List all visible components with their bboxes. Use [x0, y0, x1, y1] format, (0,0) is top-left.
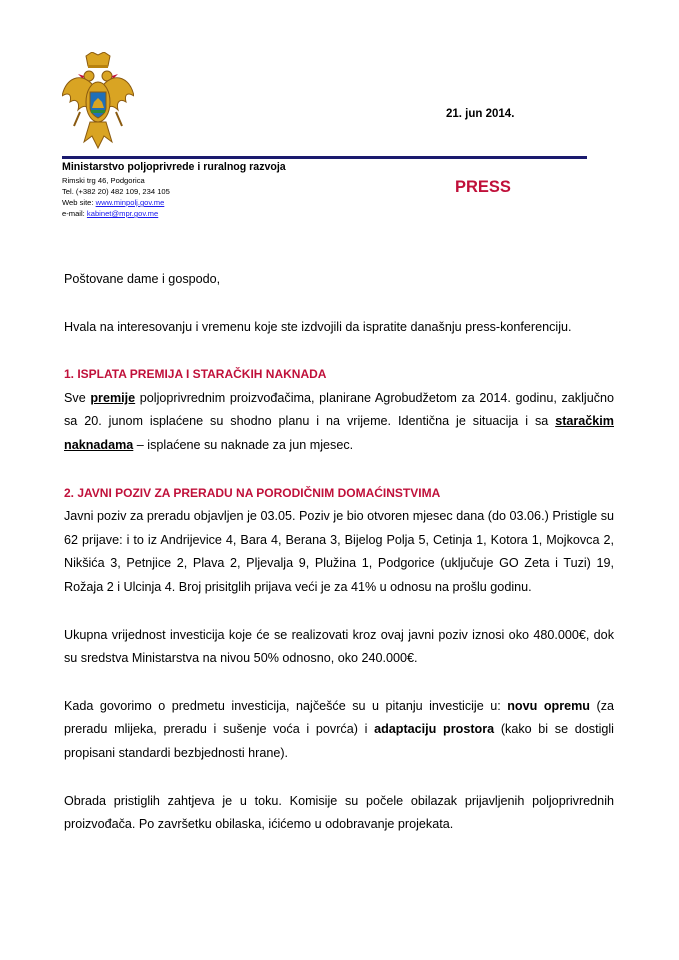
intro-paragraph: Hvala na interesovanju i vremenu koje ste izdvojili da ispratite današnju press-konferenciju. — [64, 319, 572, 334]
email-link[interactable]: kabinet@mpr.gov.me — [86, 209, 159, 218]
section-2-paragraph-4: Obrada pristiglih zahtjeva je u toku. Komisije su počele obilazak prijavljenih poljoprivrednih proizvođača. Po završetku obilaska, ićićemo u odobravanje projekata. — [64, 793, 614, 832]
staracke-naknade-keyword: staračkim naknadama — [64, 414, 614, 452]
ministry-email — [62, 209, 158, 219]
adaptacija-prostora-keyword: adaptaciju prostora — [374, 722, 495, 737]
section-2-heading: 2. JAVNI POZIV ZA PRERADU NA PORODIČNIM DOMAĆINSTVIMA — [64, 485, 441, 500]
section-1-paragraph: Sve premije poljoprivrednim proizvođačima, planirane Agrobudžetom za 2014. godinu, zaključno sa 20. junom isplaćene su shodno planu i na vrijeme. Identična je situacija i sa staračkim naknadama – isplaćene su naknade za jun mjesec. — [64, 390, 614, 452]
section-2-paragraph-1: Javni poziv za preradu objavljen je 03.05. Poziv je bio otvoren mjesec dana (do 03.06.) Pristigle su 62 prijave: i to iz Andrijevice 4, Bara 4, Berana 3, Bijelog Polja 5, Cetinja 1, Kotora 1, Mojkovca 2, Nikšića 3, Petnjice 2, Plava 2, Pljevalja 9, Plužina 1, Podgorice (uključuje GO Zeta i Tuzi) 19, Rožaja 2 i Ulcinja 4. Broj prisitglih prijava veći je za 41% u odnosu na prošlu godinu. — [64, 509, 614, 594]
section-2-paragraph-2: Ukupna vrijednost investicija koje će se realizovati kroz ovaj javni poziv iznosi oko 480.000€, dok su sredstva Ministarstva na nivou 50% odnosno, oko 240.000€. — [64, 627, 614, 666]
email-label: e-mail: — [62, 209, 85, 218]
website-link[interactable]: www.minpolj.gov.me — [95, 198, 165, 207]
document-date: 21. jun 2014. — [446, 108, 515, 120]
website-label: Web site: — [62, 198, 94, 207]
ministry-address: Rimski trg 46, Podgorica — [62, 176, 145, 185]
ministry-name: Ministarstvo poljoprivrede i ruralnog razvoja — [62, 161, 286, 173]
greeting: Poštovane dame i gospodo, — [64, 272, 221, 286]
section-1-heading: 1. ISPLATA PREMIJA I STARAČKIH NAKNADA — [64, 367, 327, 382]
nova-oprema-keyword: novu opremu — [507, 698, 590, 713]
premije-keyword: premije — [90, 390, 136, 405]
document-body — [64, 268, 614, 837]
ministry-website — [62, 198, 164, 208]
ministry-phone: Tel. (+382 20) 482 109, 234 105 — [62, 187, 170, 196]
section-2-paragraph-3: Kada govorimo o predmetu investicija, najčešće su u pitanju investicije u: novu opremu (za preradu mlijeka, preradu i sušenje voća i povrća) i adaptaciju prostora (kako bi se dostigli propisani standardi bezbjednosti hrane). — [64, 698, 614, 760]
header-divider — [62, 156, 587, 159]
press-label: PRESS — [455, 178, 511, 196]
coat-of-arms-icon — [62, 52, 134, 154]
